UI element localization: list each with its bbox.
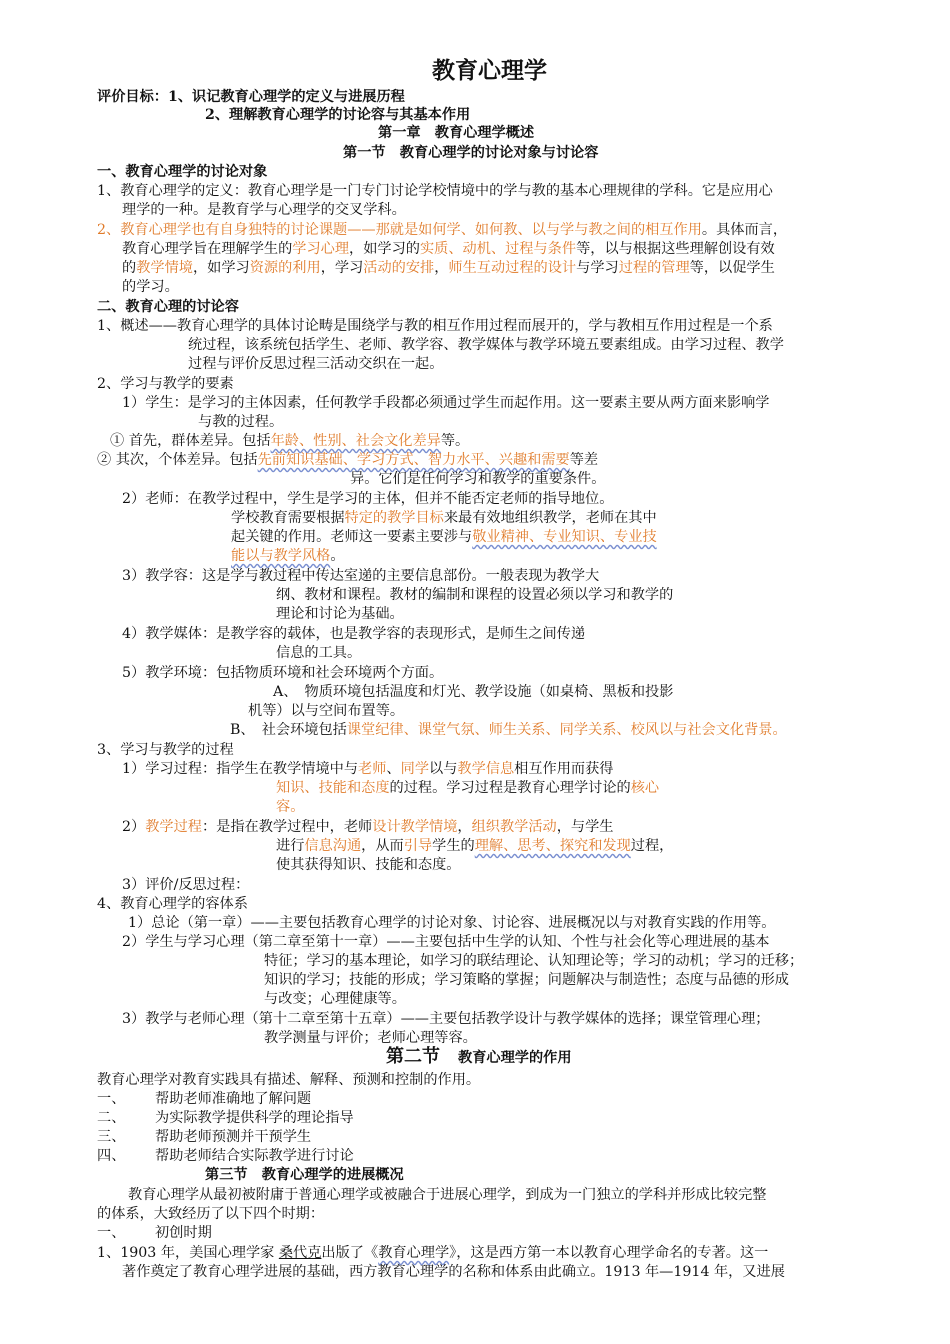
teacher-line-2: 学校教育需要根据特定的教学目标来最有效地组织教学，老师在其中 [231,510,657,526]
goals-line-1 [97,88,405,106]
elements-heading: 2、学习与教学的要素 [97,376,234,392]
heading-research-content: 二、教育心理的讨论容 [97,299,239,315]
teacher-line-4: 能以与教学风格。 [231,548,345,564]
content-line-2: 纲、教材和课程。教材的编制和课程的设置必须以学习和教学的 [276,587,674,603]
learning-process-2: 知识、技能和态度的过程。学习过程是教育心理学讨论的核心 [276,780,660,796]
topic-line-3: 的教学情境，如学习资源的利用，学习活动的安排，师生互动过程的设计与学习过程的管理等，以促学生 [122,260,775,276]
role-item: 一、 帮助老师准确地了解问题 [97,1091,312,1107]
process-heading: 3、学习与教学的过程 [97,742,234,758]
topic-line-4: 的学习。 [122,279,179,295]
system-learning-2: 特征；学习的基本理论，如学习的联结理论、认知理论等；学习的动机；学习的迁移； [264,953,804,969]
learning-process-3: 容。 [276,799,305,815]
environment-physical-1: A、 物质环境包括温度和灯光、教学设施（如桌椅、黑板和投影 [273,684,674,700]
section-2-heading: 第二节 教育心理学的作用 [386,1046,572,1067]
student-line-2: 与教的过程。 [198,414,284,430]
teacher-line-1: 2）老师：在教学过程中，学生是学习的主体，但并不能否定老师的指导地位。 [122,491,614,507]
content-line-1: 3）教学容：这是学与教过程中传达室递的主要信息部份。一般表现为教学大 [122,568,600,584]
system-teaching-2: 教学测量与评价；老师心理等容。 [264,1030,477,1046]
teaching-process-2: 进行信息沟通，从而引导学生的理解、思考、探究和发现过程， [276,838,674,854]
definition-line-1: 1、教育心理学的定义：教育心理学是一门专门讨论学校情境中的学与教的基本心理规律的学科。它是应用心 [97,183,773,199]
section-3-heading: 第三节 教育心理学的进展概况 [205,1167,404,1183]
system-learning-1: 2）学生与学习心理（第二章至第十一章）——主要包括中生学的认知、个性与社会化等心理进展的基本 [122,934,770,950]
environment-social: B、 社会环境包括课堂纪律、课堂气氛、师生关系、同学关系、校风以与社会文化背景。 [230,722,787,738]
student-individual-diff: ② 其次，个体差异。包括先前知识基础、学习方式、智力水平、兴趣和需要等差 [97,452,599,468]
history-line-2: 著作奠定了教育心理学进展的基础，西方教育心理学的名称和体系由此确立。1913 年—1914 年，又进展 [122,1264,785,1280]
overview-line-2: 统过程，该系统包括学生、老师、教学容、教学媒体与教学环境五要素组成。由学习过程、教学 [188,337,784,353]
media-line-1: 4）教学媒体：是教学容的载体，也是教学容的表现形式，是师生之间传递 [122,626,586,642]
role-item: 三、 帮助老师预测并干预学生 [97,1129,312,1145]
teaching-process-1: 2）教学过程：是指在教学过程中，老师设计教学情境，组织教学活动，与学生 [122,819,614,835]
section-2-intro: 教育心理学对教育实践具有描述、解释、预测和控制的作用。 [97,1072,481,1088]
heading-research-object: 一、教育心理学的讨论对象 [97,164,268,180]
system-learning-3: 知识的学习；技能的形成；学习策略的掌握；问题解决与制造性；态度与品德的形成 [264,972,789,988]
teacher-line-3: 起关键的作用。老师这一要素主要涉与敬业精神、专业知识、专业技 [231,529,657,545]
goals-label: 评价目标： [97,89,168,105]
role-item: 四、 帮助老师结合实际教学进行讨论 [97,1148,354,1164]
system-general: 1）总论（第一章）——主要包括教育心理学的讨论对象、讨论容、进展概况以与对教育实践的作用等。 [128,915,776,931]
topic-line-2: 教育心理学旨在理解学生的学习心理，如学习的实质、动机、过程与条件等，以与根据这些理解创设有效 [122,241,775,257]
system-heading: 4、教育心理学的容体系 [97,896,248,912]
history-line-1: 1、1903 年，美国心理学家 桑代克出版了《教育心理学》，这是西方第一本以教育心理学命名的专著。这一 [97,1245,769,1261]
student-line-5: 异。它们是任何学习和教学的重要条件。 [350,471,606,487]
content-line-3: 理论和讨论为基础。 [276,606,404,622]
section-1-heading: 第一节 教育心理学的讨论对象与讨论容 [343,145,599,161]
learning-process-1: 1）学习过程：指学生在教学情境中与老师、同学以与教学信息相互作用而获得 [122,761,614,777]
definition-line-2: 理学的一种。是教育学与心理学的交叉学科。 [122,202,406,218]
chapter-heading: 第一章 教育心理学概述 [378,125,535,141]
media-line-2: 信息的工具。 [276,645,362,661]
goal-1: 1、识记教育心理学的定义与进展历程 [167,89,405,105]
overview-line-1: 1、概述——教育心理学的具体讨论畴是围绕学与教的相互作用过程而展开的，学与教相互作用过程是一个系 [97,318,773,334]
period-heading: 一、 初创时期 [97,1225,212,1241]
system-learning-4: 与改变；心理健康等。 [264,991,406,1007]
goal-2: 2、理解教育心理学的讨论容与其基本作用 [205,107,471,123]
student-line-1: 1）学生：是学习的主体因素，任何教学手段都必须通过学生而起作用。这一要素主要从两方面来影响学 [122,395,770,411]
page-title: 教育心理学 [432,57,547,84]
section-3-para-2: 的体系，大致经历了以下四个时期： [97,1206,325,1222]
role-item: 二、 为实际教学提供科学的理论指导 [97,1110,354,1126]
teaching-process-3: 使其获得知识、技能和态度。 [276,857,461,873]
section-3-para-1: 教育心理学从最初被附庸于普通心理学或被融合于进展心理学，到成为一门独立的学科并形成比较完整 [128,1187,767,1203]
evaluation-process: 3）评价/反思过程： [122,877,250,893]
student-group-diff: ① 首先，群体差异。包括年龄、性别、社会文化差异等。 [110,433,470,449]
environment-physical-2: 机等）以与空间布置等。 [248,703,405,719]
system-teaching-1: 3）教学与老师心理（第十二章至第十五章）——主要包括教学设计与教学媒体的选择；课堂管理心理； [122,1011,770,1027]
environment-line-1: 5）教学环境：包括物质环境和社会环境两个方面。 [122,665,444,681]
overview-line-3: 过程与评价反思过程三活动交织在一起。 [188,356,444,372]
topic-line-1: 2、教育心理学也有自身独特的讨论课题——那就是如何学、如何教、以与学与教之间的相互作用。具体而言， [97,222,788,238]
